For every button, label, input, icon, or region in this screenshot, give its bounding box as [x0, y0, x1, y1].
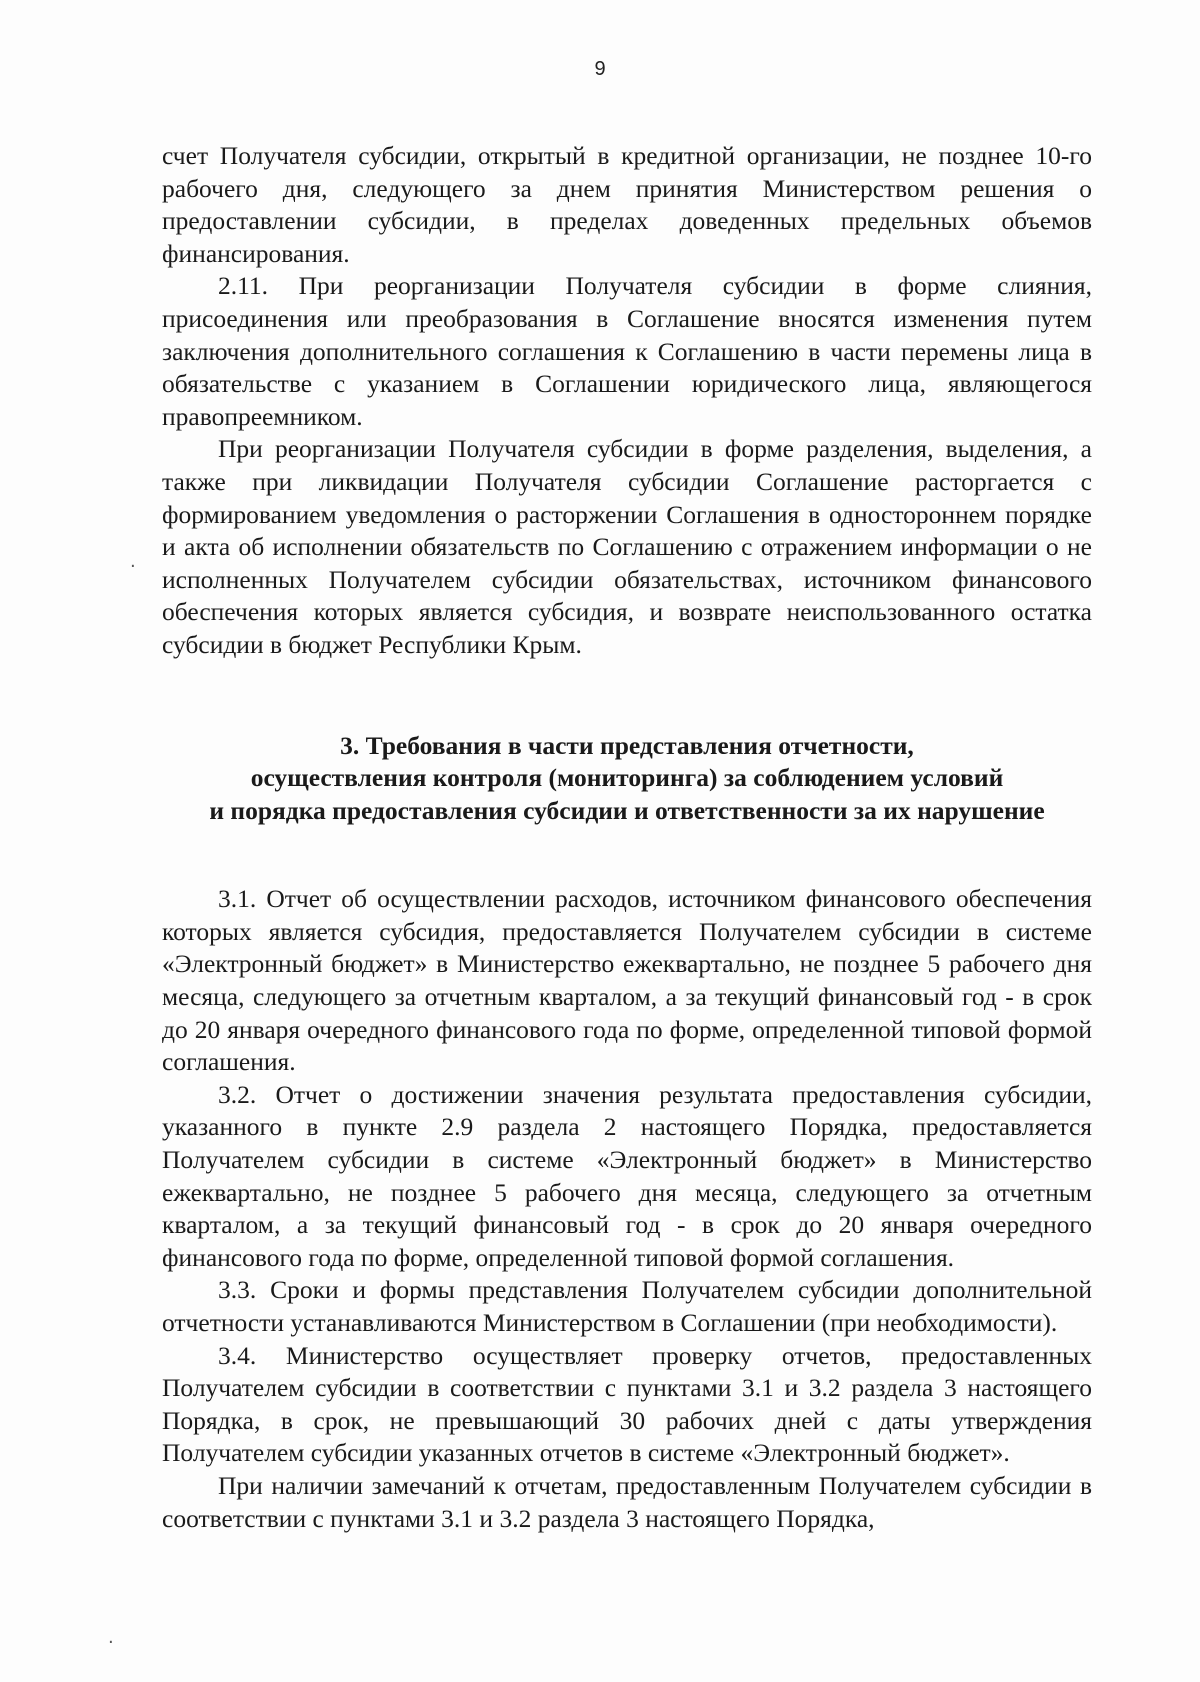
section-3-heading-line-3: и порядка предоставления субсидии и ответственности за их нарушение — [209, 795, 1045, 825]
document-body — [162, 140, 1092, 1535]
page-number: 9 — [594, 58, 606, 80]
section-3-heading-line-1: 3. Требования в части представления отчетности, — [340, 730, 914, 760]
paragraph-2-11: 2.11. При реорганизации Получателя субсидии в форме слияния, присоединения или преобразования в Соглашение вносятся изменения путем заключения дополнительного соглашения к Соглашению в части перемены лица в обязательстве с указанием в Соглашении юридического лица, являющегося правопреемником. — [162, 271, 1092, 431]
paragraph-3-1: 3.1. Отчет об осуществлении расходов, источником финансового обеспечения которых является субсидия, предоставляется Получателем субсидии в системе «Электронный бюджет» в Министерство ежеквартально, не позднее 5 рабочего дня месяца, следующего за отчетным кварталом, а за текущий финансовый год - в срок до 20 января очередного финансового года по форме, определенной типовой формой соглашения. — [162, 884, 1092, 1077]
paragraph-reorganization-division: При реорганизации Получателя субсидии в форме разделения, выделения, а также при ликвидации Получателя субсидии Соглашение расторгается с формированием уведомления о расторжении Соглашения в одностороннем порядке и акта об исполнении обязательств по Соглашению с отражением информации о не исполненных Получателем субсидии обязательствах, источником финансового обеспечения которых является субсидия, и возврате неиспользованного остатка субсидии в бюджет Республики Крым. — [162, 434, 1092, 659]
paragraph-continuation: счет Получателя субсидии, открытый в кредитной организации, не позднее 10-го рабочего дня, следующего за днем принятия Министерством решения о предоставлении субсидии, в пределах доведенных предельных объемов финансирования. — [162, 141, 1092, 268]
paragraph-remarks: При наличии замечаний к отчетам, предоставленным Получателем субсидии в соответствии с пунктами 3.1 и 3.2 раздела 3 настоящего Порядка, — [162, 1470, 1092, 1533]
paragraph-3-2: 3.2. Отчет о достижении значения результата предоставления субсидии, указанного в пункте 2.9 раздела 2 настоящего Порядка, предоставляется Получателем субсидии в системе «Электронный бюджет» в Министерство ежеквартально, не позднее 5 рабочего дня месяца, следующего за отчетным кварталом, а за текущий финансовый год - в срок до 20 января очередного финансового года по форме, определенной типовой формой соглашения. — [162, 1079, 1092, 1272]
scan-dot-mark: · — [108, 1632, 114, 1653]
section-3-heading — [162, 730, 1092, 828]
section-3-heading-line-2: осуществления контроля (мониторинга) за соблюдением условий — [250, 763, 1004, 793]
paragraph-3-3: 3.3. Сроки и формы представления Получателем субсидии дополнительной отчетности устанавливаются Министерством в Соглашении (при необходимости). — [162, 1275, 1092, 1337]
paragraph-3-4: 3.4. Министерство осуществляет проверку отчетов, предоставленных Получателем субсидии в соответствии с пунктами 3.1 и 3.2 раздела 3 настоящего Порядка, в срок, не превышающий 30 рабочих дней с даты утверждения Получателем субсидии указанных отчетов в системе «Электронный бюджет». — [162, 1340, 1092, 1468]
scan-dot-mark: · — [130, 556, 136, 577]
